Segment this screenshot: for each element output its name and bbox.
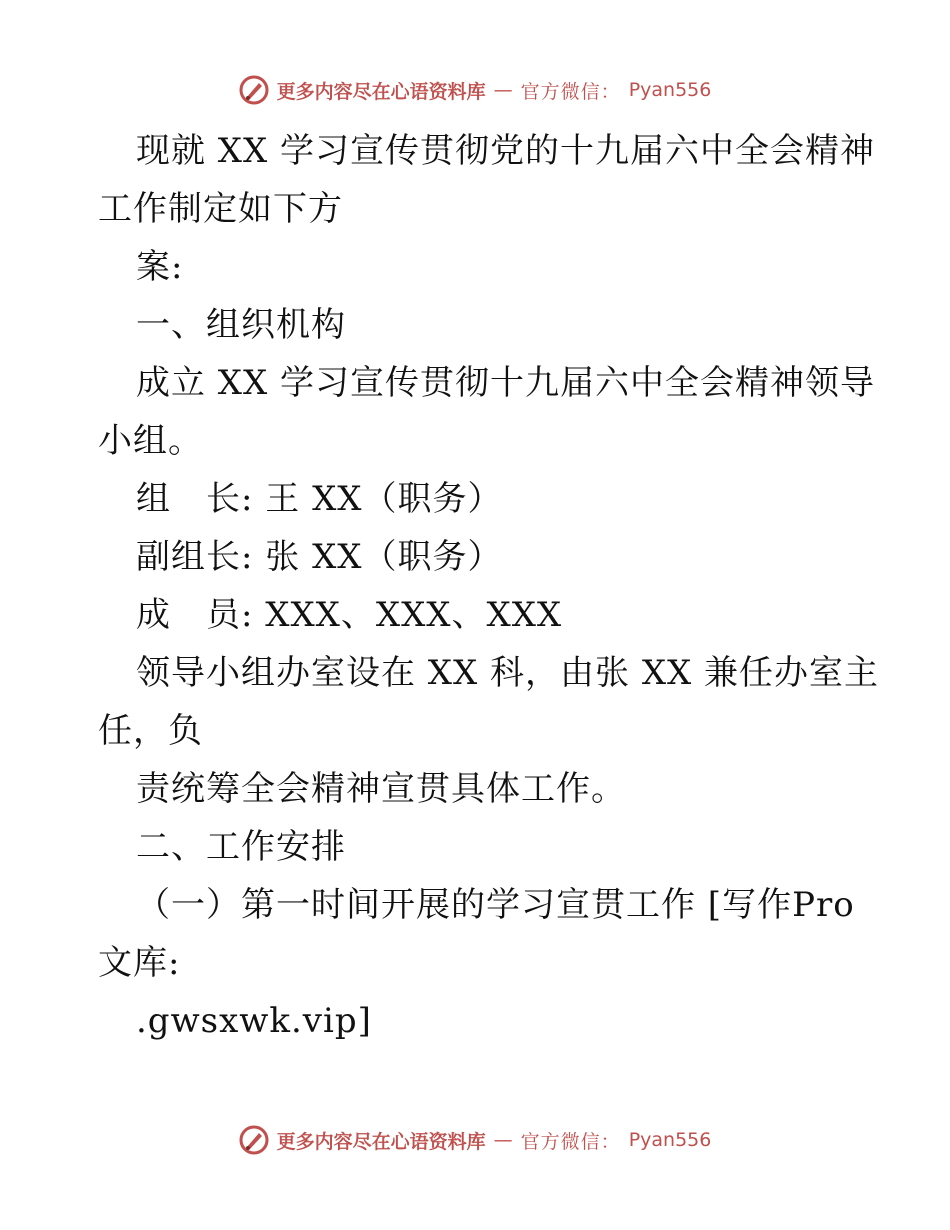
- body-line: 成立 XX 学习宣传贯彻十九届六中全会精神领导: [136, 363, 876, 403]
- pen-logo-icon: [239, 75, 269, 105]
- footer-watermark: [0, 1120, 950, 1160]
- section-heading: 一、组织机构: [136, 305, 346, 345]
- body-line: 成 员: XXX、XXX、XXX: [136, 595, 563, 635]
- body-line: 现就 XX 学习宣传贯彻党的十九届六中全会精神: [136, 131, 876, 171]
- pen-logo-icon: [239, 1125, 269, 1155]
- body-line: 案:: [136, 247, 184, 287]
- body-line: 任，负: [98, 711, 203, 751]
- body-line: 小组。: [98, 421, 203, 461]
- body-line: 文库:: [98, 943, 181, 983]
- watermark-official-label: 官方微信：: [520, 80, 621, 103]
- watermark-separator: —: [493, 79, 513, 101]
- watermark-wechat-id: Pyan556: [628, 1129, 712, 1151]
- header-watermark: [0, 70, 950, 110]
- body-line: .gwsxwk.vip]: [136, 1001, 372, 1041]
- watermark-separator: —: [493, 1129, 513, 1151]
- body-line: 副组长: 张 XX（职务）: [136, 537, 503, 577]
- watermark-text: 更多内容尽在心语资料库: [276, 1130, 486, 1153]
- watermark-official-label: 官方微信：: [520, 1130, 621, 1153]
- section-heading: 二、工作安排: [136, 827, 346, 867]
- body-line: 组 长: 王 XX（职务）: [136, 479, 503, 519]
- body-line: 工作制定如下方: [98, 189, 343, 229]
- subsection-heading: （一）第一时间开展的学习宣贯工作 [写作Pro: [136, 885, 855, 925]
- body-line: 领导小组办室设在 XX 科，由张 XX 兼任办室主: [136, 653, 880, 693]
- watermark-text: 更多内容尽在心语资料库: [276, 80, 486, 103]
- body-line: 责统筹全会精神宣贯具体工作。: [136, 769, 626, 809]
- document-body: [98, 122, 880, 1050]
- watermark-wechat-id: Pyan556: [628, 79, 712, 101]
